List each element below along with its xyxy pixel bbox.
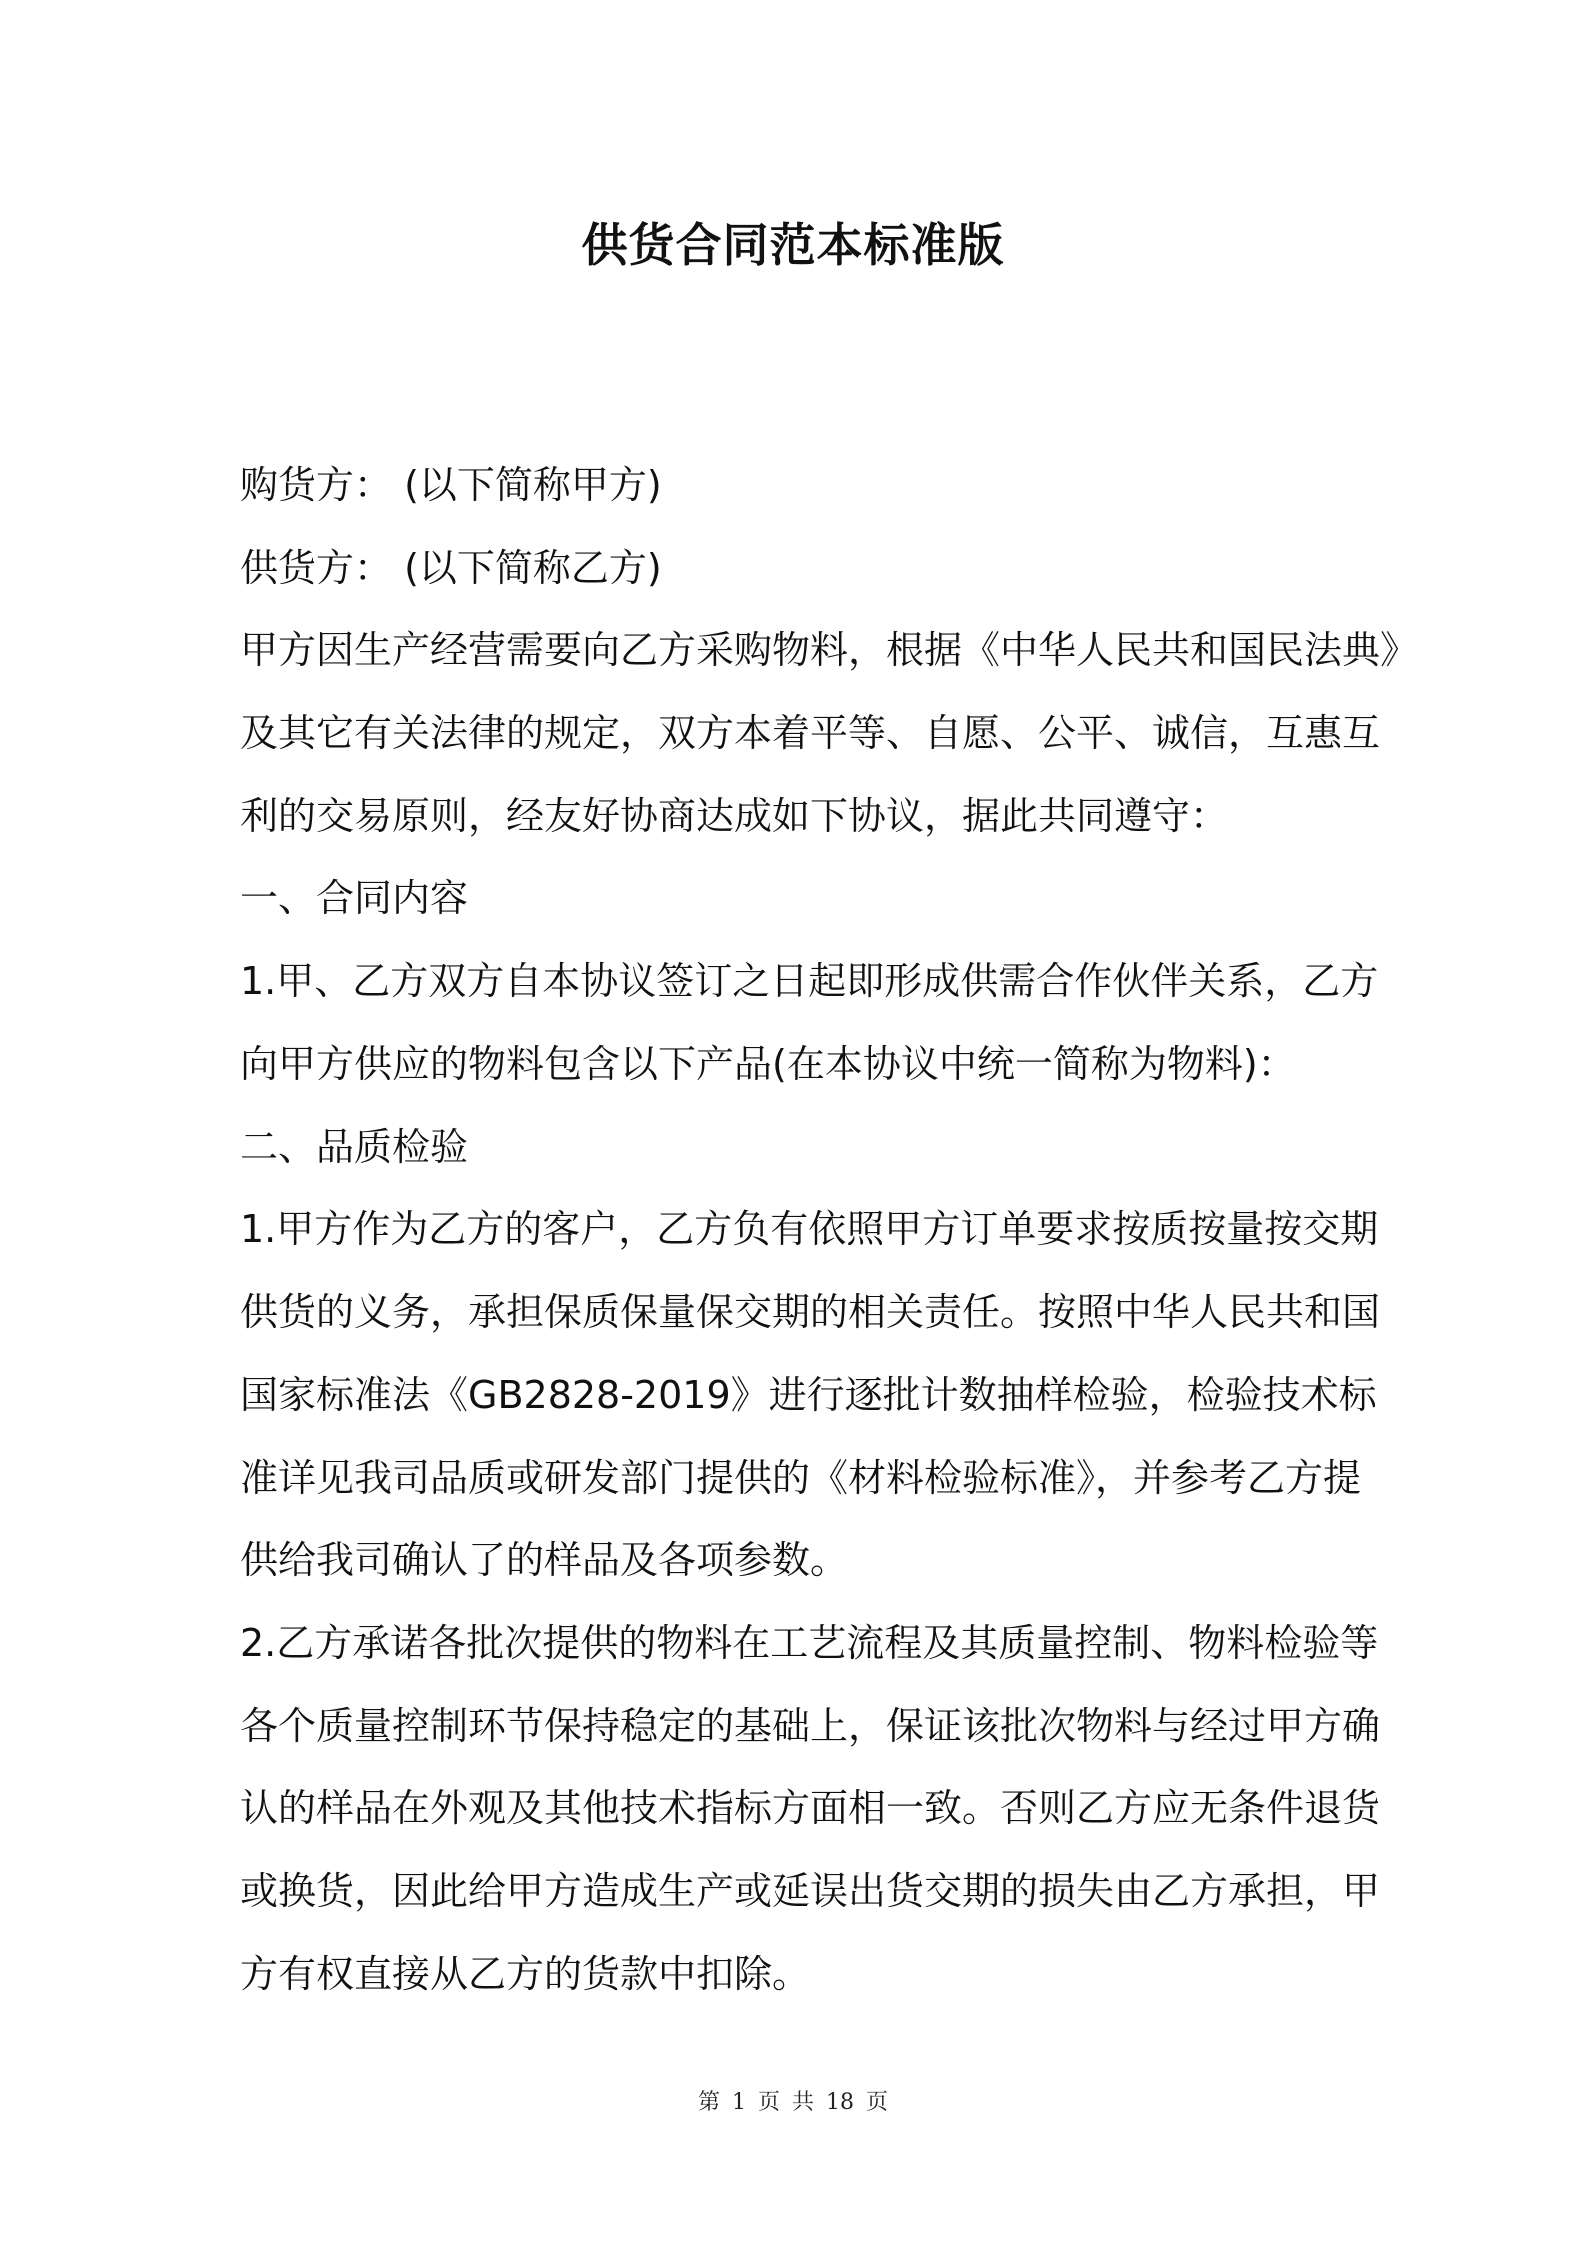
paragraph-line: 国家标准法《GB2828-2019》进行逐批计数抽样检验，检验技术标 xyxy=(240,1373,1377,1417)
paragraph-line: 供货的义务，承担保质保量保交期的相关责任。按照中华人民共和国 xyxy=(240,1290,1381,1334)
footer-ye2: 页 xyxy=(866,2090,889,2115)
supplier-line: 供货方： (以下简称乙方) xyxy=(240,546,662,590)
paragraph-line: 各个质量控制环节保持稳定的基础上，保证该批次物料与经过甲方确 xyxy=(240,1704,1381,1748)
total-pages: 18 xyxy=(826,2090,855,2115)
page-number: 1 xyxy=(731,2090,746,2115)
section-heading: 二、品质检验 xyxy=(240,1125,469,1169)
paragraph-line: 方有权直接从乙方的货款中扣除。 xyxy=(240,1952,811,1996)
paragraph-line: 甲方因生产经营需要向乙方采购物料，根据《中华人民共和国民法典》 xyxy=(240,628,1419,672)
paragraph-line: 利的交易原则，经友好协商达成如下协议，据此共同遵守： xyxy=(240,794,1229,838)
paragraph-line: 2.乙方承诺各批次提供的物料在工艺流程及其质量控制、物料检验等 xyxy=(240,1621,1379,1665)
footer-ye: 页 xyxy=(757,2090,780,2115)
paragraph-line: 认的样品在外观及其他技术指标方面相一致。否则乙方应无条件退货 xyxy=(240,1786,1381,1830)
section-heading: 一、合同内容 xyxy=(240,876,469,920)
footer-gong: 共 xyxy=(792,2090,815,2115)
paragraph-line: 供给我司确认了的样品及各项参数。 xyxy=(240,1538,849,1582)
page-footer xyxy=(0,2088,1586,2118)
paragraph-line: 及其它有关法律的规定，双方本着平等、自愿、公平、诚信，互惠互 xyxy=(240,711,1381,755)
paragraph-line: 或换货，因此给甲方造成生产或延误出货交期的损失由乙方承担，甲 xyxy=(240,1869,1381,1913)
paragraph-line: 1.甲、乙方双方自本协议签订之日起即形成供需合作伙伴关系，乙方 xyxy=(240,959,1379,1003)
footer-di: 第 xyxy=(697,2090,720,2115)
paragraph-line: 向甲方供应的物料包含以下产品(在本协议中统一简称为物料)： xyxy=(240,1042,1296,1086)
document-title: 供货合同范本标准版 xyxy=(581,218,1005,272)
paragraph-line: 1.甲方作为乙方的客户，乙方负有依照甲方订单要求按质按量按交期 xyxy=(240,1207,1379,1251)
paragraph-line: 准详见我司品质或研发部门提供的《材料检验标准》，并参考乙方提 xyxy=(240,1456,1362,1500)
buyer-line: 购货方： (以下简称甲方) xyxy=(240,463,662,507)
